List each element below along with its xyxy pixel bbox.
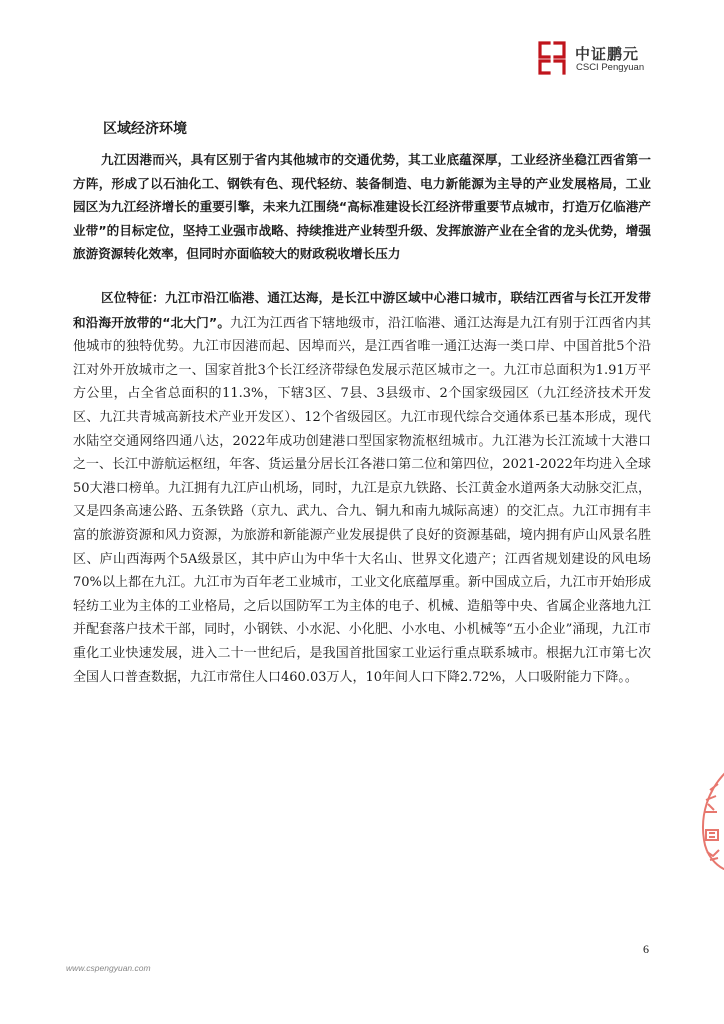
logo-mark-icon (537, 40, 567, 76)
location-lead: 区位特征：九江市沿江临港、通江达海，是长江中游区域中心港口城市，联结江西省与长江开发带和沿海开放带的“北大门”。 (73, 290, 651, 330)
company-logo (537, 40, 687, 78)
location-paragraph (73, 286, 651, 689)
location-body: 九江为江西省下辖地级市，沿江临港、通江达海是九江有别于江西省内其他城市的独特优势。九江市因港而起、因埠而兴，是江西省唯一通江达海一类口岸、中国首批5个沿江对外开放城市之一、国家首批3个长江经济带绿色发展示范区城市之一。九江市总面积为1.91万平方公里，占全省总面积的11.3%，下辖3区、7县、3县级市、2个国家级园区（九江经济技术开发区、九江共青城高新技术产业开发区）、12个省级园区。九江市现代综合交通体系已基本形成，现代水陆空交通网络四通八达，2022年成功创建港口型国家物流枢纽城市。九江港为长江流域十大港口之一、长江中游航运枢纽，年客、货运量分居长江各港口第二位和第四位，2021-2022年均进入全球50大港口榜单。九江拥有九江庐山机场，同时，九江是京九铁路、长江黄金水道两条大动脉交汇点，又是四条高速公路、五条铁路（京九、武九、合九、铜九和南九城际高速）的交汇点。九江市拥有丰富的旅游资源和风力资源，为旅游和新能源产业发展提供了良好的资源基础，境内拥有庐山风景名胜区、庐山西海两个5A级景区，其中庐山为中华十大名山、世界文化遗产；江西省规划建设的风电场70%以上都在九江。九江市为百年老工业城市，工业文化底蕴厚重。新中国成立后，九江市开始形成轻纺工业为主体的工业格局，之后以国防军工为主体的电子、机械、造船等中央、省属企业落地九江并配套落户技术干部，同时，小钢铁、小水泥、小化肥、小水电、小机械等“五小企业”涌现，九江市重化工业快速发展，进入二十一世纪后，是我国首批国家工业运行重点联系城市。根据九江市第七次全国人口普查数据，九江市常住人口460.03万人，10年间人口下降2.72%，人口吸附能力下降。。 (73, 315, 651, 685)
page-number: 6 (643, 942, 649, 956)
footer-url: www.cspengyuan.com (66, 963, 151, 973)
summary-paragraph: 九江因港而兴，具有区别于省内其他城市的交通优势，其工业底蕴深厚，工业经济坐稳江西省第一方阵，形成了以石油化工、钢铁有色、现代轻纺、装备制造、电力新能源为主导的产业发展格局，工业园区为九江经济增长的重要引擎，未来九江围绕“高标准建设长江经济带重要节点城市，打造万亿临港产业带”的目标定位，坚持工业强市战略、持续推进产业转型升级、发挥旅游产业在全省的龙头优势，增强旅游资源转化效率，但同时亦面临较大的财政税收增长压力 (73, 152, 651, 262)
brand-name-cn: 中证鹏元 (575, 45, 640, 63)
company-seal-stamp (696, 770, 724, 870)
section-title: 区域经济环境 (103, 121, 187, 137)
brand-name-en: CSCI Pengyuan (576, 62, 645, 73)
